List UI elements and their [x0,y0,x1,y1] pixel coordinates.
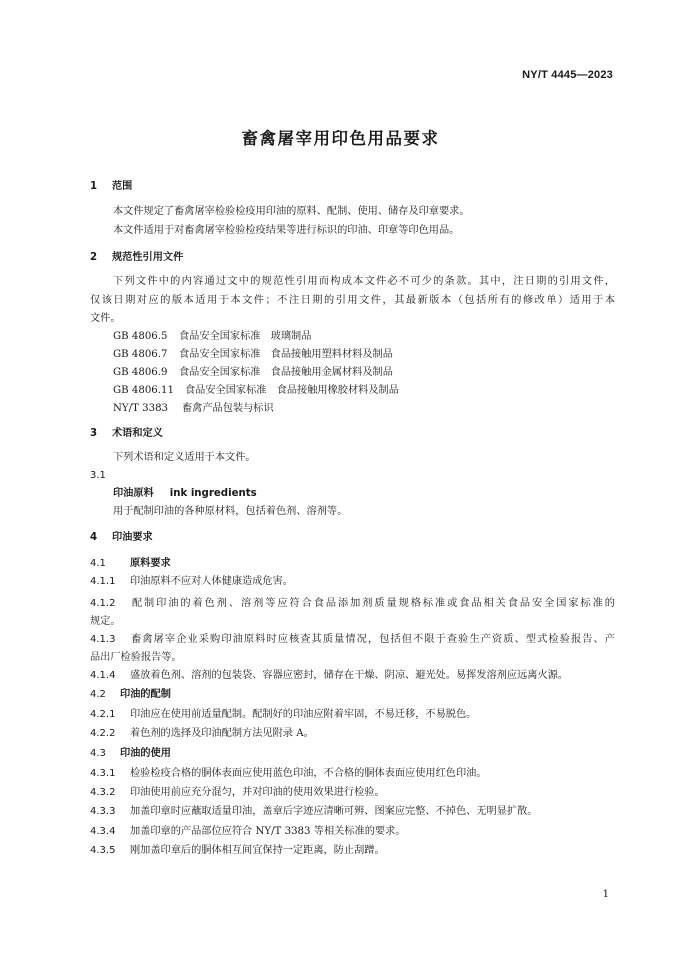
reference-item [113,402,274,416]
reference-code: NY/T 3383 [113,403,169,414]
reference-code: GB 4806.5 [113,331,168,342]
clause-number: 4.2.2 [90,728,116,739]
clause-number: 4.2.1 [90,709,116,720]
clause-4-3-3 [90,805,538,819]
clause-text: 印油使用前应充分混匀，并对印油的使用效果进行检验。 [130,787,385,798]
clause-text: 盛放着色剂、溶剂的包装袋、容器应密封，储存在干燥、阴凉、避光处。易挥发溶剂应远离火源。 [130,670,569,681]
clause-number: 4.1.2 [90,598,116,609]
clause-4-1-4 [90,669,568,683]
clause-text: 配制印油的着色剂、溶剂等应符合食品添加剂质量规格标准或食品相关食品安全国家标准的 [130,598,615,609]
subsection-title: 印油的使用 [120,748,171,759]
clause-text: 印油原料不应对人体健康造成危害。 [130,576,293,587]
term-english: ink ingredients [169,488,257,499]
section-title: 范围 [112,181,133,192]
subsection-4-3-heading [90,747,171,761]
paragraph-line: 下列文件中的内容通过文中的规范性引用而构成本文件必不可少的条款。其中，注日期的引用文件， [113,276,615,287]
paragraph: 本文件规定了畜禽屠宰检验检疫用印油的原料、配制、使用、储存及印章要求。 [113,206,470,217]
section-4-heading [90,531,153,545]
clause-text: 刚加盖印章后的胴体相互间宜保持一定距离，防止刮蹭。 [130,845,385,856]
clause-number: 4.1.4 [90,670,116,681]
clause-number: 4.3.2 [90,787,116,798]
section-3-heading [90,427,163,441]
section-number: 4 [90,532,98,543]
document-title: 畜禽屠宰用印色用品要求 [241,129,440,148]
clause-4-3-5 [90,844,385,858]
term-definition: 用于配制印油的各种原材料，包括着色剂、溶剂等。 [113,506,348,517]
clause-text: 畜禽屠宰企业采购印油原料时应核查其质量情况，包括但不限于查验生产资质、型式检验报告、产 [130,634,615,645]
page-number: 1 [602,889,609,900]
clause-4-1-3 [90,633,615,647]
reference-item [113,366,393,380]
clause-continuation: 规定。 [90,616,121,627]
reference-title: 食品安全国家标准 食品接触用橡胶材料及制品 [185,385,399,396]
subsection-title: 原料要求 [130,558,171,569]
clause-number: 4.1.1 [90,576,116,587]
reference-title: 食品安全国家标准 食品接触用金属材料及制品 [179,367,393,378]
reference-title: 畜禽产品包装与标识 [182,403,274,414]
clause-4-3-4 [90,825,405,839]
clause-4-2-1 [90,708,476,722]
subsection-4-2-heading [90,688,171,702]
standard-number: NY/T 4445—2023 [522,69,613,81]
clause-4-3-1 [90,767,487,781]
clause-4-1-2 [90,597,615,611]
clause-number: 4.3.1 [90,768,116,779]
subsection-4-1-heading [90,557,171,571]
paragraph-line: 仅该日期对应的版本适用于本文件；不注日期的引用文件，其最新版本（包括所有的修改单）适用于本 [90,295,615,306]
section-title: 术语和定义 [112,428,163,439]
clause-number: 4.3.3 [90,806,116,817]
reference-item [113,348,393,362]
subsection-title: 印油的配制 [120,689,171,700]
section-2-heading [90,251,183,265]
clause-text: 着色剂的选择及印油配制方法见附录 A。 [130,728,314,739]
clause-text: 加盖印章的产品部位应符合 NY/T 3383 等相关标准的要求。 [130,826,406,837]
clause-text: 加盖印章时应蘸取适量印油，盖章后字迹应清晰可辨、图案应完整、不掉色、无明显扩散。 [130,806,538,817]
clause-text: 检验检疫合格的胴体表面应使用蓝色印油，不合格的胴体表面应使用红色印油。 [130,768,487,779]
clause-4-1-1 [90,575,293,589]
paragraph: 下列术语和定义适用于本文件。 [113,452,256,463]
clause-4-3-2 [90,786,385,800]
term-chinese: 印油原料 [113,488,154,499]
reference-code: GB 4806.9 [113,367,168,378]
section-1-heading [90,180,132,194]
term-number: 3.1 [90,470,106,481]
term-entry [113,487,257,501]
reference-title: 食品安全国家标准 食品接触用塑料材料及制品 [179,349,393,360]
clause-4-2-2 [90,727,314,741]
clause-continuation: 品出厂检验报告等。 [90,652,182,663]
reference-title: 食品安全国家标准 玻璃制品 [179,331,312,342]
section-number: 2 [90,252,98,263]
clause-number: 4.1.3 [90,634,116,645]
paragraph-line: 文件。 [90,313,121,324]
reference-code: GB 4806.11 [113,385,174,396]
paragraph: 本文件适用于对畜禽屠宰检验检疫结果等进行标识的印油、印章等印色用品。 [113,225,460,236]
reference-code: GB 4806.7 [113,349,168,360]
section-number: 1 [90,181,98,192]
clause-text: 印油应在使用前适量配制。配制好的印油应附着牢固，不易迁移，不易脱色。 [130,709,477,720]
reference-item [113,330,311,344]
subsection-number: 4.3 [90,748,106,759]
subsection-number: 4.2 [90,689,106,700]
section-title: 规范性引用文件 [112,252,184,263]
section-title: 印油要求 [112,532,153,543]
subsection-number: 4.1 [90,558,106,569]
section-number: 3 [90,428,98,439]
reference-item [113,384,399,398]
clause-number: 4.3.4 [90,826,116,837]
clause-number: 4.3.5 [90,845,116,856]
